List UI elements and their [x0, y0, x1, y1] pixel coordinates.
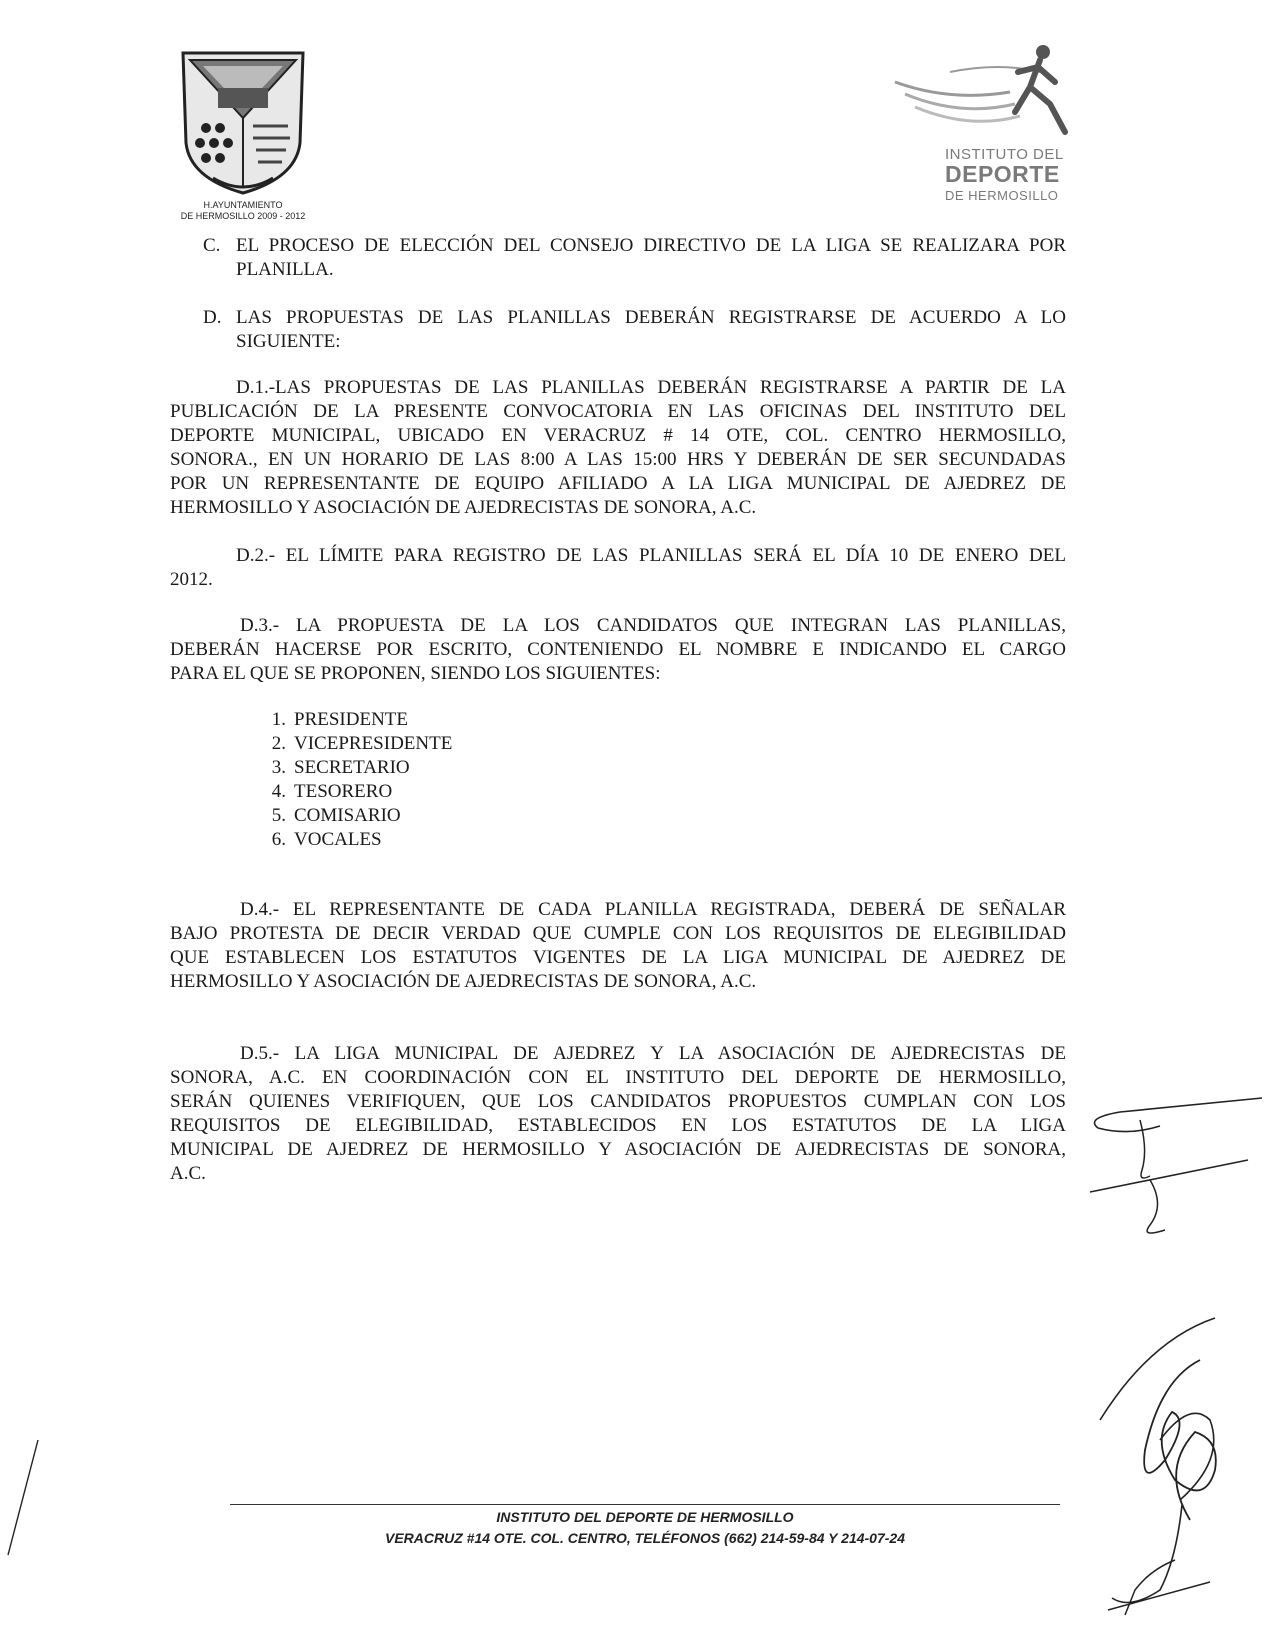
d5-line: A.C.: [170, 1163, 206, 1184]
item-d-letter: D.: [203, 307, 222, 328]
list-item-number: 5.: [271, 805, 286, 826]
item-c-letter: C.: [203, 235, 221, 256]
d4-line: HERMOSILLO Y ASOCIACIÓN DE AJEDRECISTAS DE SONORA, A.C.: [170, 971, 757, 992]
list-item: [252, 828, 382, 852]
institute-runner-logo: [890, 42, 1080, 142]
municipal-crest-logo: [178, 48, 308, 196]
d2-line: D.2.- EL LÍMITE PARA REGISTRO DE LAS PLANILLAS SERÁ EL DÍA 10 DE ENERO DEL: [236, 545, 1066, 566]
footer-divider: [230, 1504, 1060, 1505]
item-d-line-2: SIGUIENTE:: [236, 331, 341, 352]
d5-line: SONORA, A.C. EN COORDINACIÓN CON EL INSTITUTO DEL DEPORTE DE HERMOSILLO,: [170, 1067, 1066, 1088]
crest-caption: [168, 200, 318, 222]
d1-line: HERMOSILLO Y ASOCIACIÓN DE AJEDRECISTAS DE SONORA, A.C.: [170, 497, 757, 518]
d1-line: POR UN REPRESENTANTE DE EQUIPO AFILIADO A LA LIGA MUNICIPAL DE AJEDREZ DE: [170, 473, 1066, 494]
d5-line: MUNICIPAL DE AJEDREZ DE HERMOSILLO Y ASOCIACIÓN DE AJEDRECISTAS DE SONORA,: [170, 1139, 1066, 1160]
institute-logo-line-3: DE HERMOSILLO: [945, 188, 1059, 203]
d1-line: DEPORTE MUNICIPAL, UBICADO EN VERACRUZ # 14 OTE, COL. CENTRO HERMOSILLO,: [170, 425, 1066, 446]
list-item: [252, 780, 392, 804]
crest-caption-line-2: DE HERMOSILLO 2009 - 2012: [180, 211, 306, 221]
d5-line: SERÁN QUIENES VERIFIQUEN, QUE LOS CANDIDATOS PROPUESTOS CUMPLAN CON LOS: [170, 1091, 1066, 1112]
list-item-number: 3.: [271, 757, 286, 778]
item-c-line-2: PLANILLA.: [236, 259, 334, 280]
list-item-label: TESORERO: [294, 781, 393, 802]
d3-line: DEBERÁN HACERSE POR ESCRITO, CONTENIENDO EL NOMBRE E INDICANDO EL CARGO: [170, 639, 1066, 660]
list-item-number: 2.: [271, 733, 286, 754]
d4-line: QUE ESTABLECEN LOS ESTATUTOS VIGENTES DE LA LIGA MUNICIPAL DE AJEDREZ DE: [170, 947, 1066, 968]
list-item-number: 1.: [271, 709, 286, 730]
footer-institute-name: INSTITUTO DEL DEPORTE DE HERMOSILLO: [496, 1509, 794, 1525]
list-item-label: PRESIDENTE: [294, 709, 408, 730]
list-item-number: 4.: [271, 781, 286, 802]
d3-line: D.3.- LA PROPUESTA DE LA LOS CANDIDATOS QUE INTEGRAN LAS PLANILLAS,: [240, 615, 1066, 636]
d5-line: D.5.- LA LIGA MUNICIPAL DE AJEDREZ Y LA ASOCIACIÓN DE AJEDRECISTAS DE: [240, 1043, 1066, 1064]
list-item-label: COMISARIO: [294, 805, 401, 826]
list-item: [252, 804, 401, 828]
list-item: [252, 732, 452, 756]
item-d-line-1: LAS PROPUESTAS DE LAS PLANILLAS DEBERÁN REGISTRARSE DE ACUERDO A LO: [236, 307, 1066, 328]
d1-line: SONORA., EN UN HORARIO DE LAS 8:00 A LAS 15:00 HRS Y DEBERÁN DE SER SECUNDADAS: [170, 449, 1066, 470]
d3-line: PARA EL QUE SE PROPONEN, SIENDO LOS SIGUIENTES:: [170, 663, 661, 684]
list-item: [252, 708, 408, 732]
list-item-number: 6.: [271, 829, 286, 850]
d4-line: BAJO PROTESTA DE DECIR VERDAD QUE CUMPLE CON LOS REQUISITOS DE ELEGIBILIDAD: [170, 923, 1066, 944]
d5-line: REQUISITOS DE ELEGIBILIDAD, ESTABLECIDOS EN LOS ESTATUTOS DE LA LIGA: [170, 1115, 1066, 1136]
list-item: [252, 756, 410, 780]
d4-line: D.4.- EL REPRESENTANTE DE CADA PLANILLA REGISTRADA, DEBERÁ DE SEÑALAR: [240, 899, 1066, 920]
institute-logo-line-2: DEPORTE: [945, 161, 1060, 187]
d1-line: PUBLICACIÓN DE LA PRESENTE CONVOCATORIA EN LAS OFICINAS DEL INSTITUTO DEL: [170, 401, 1066, 422]
item-c-line-1: EL PROCESO DE ELECCIÓN DEL CONSEJO DIRECTIVO DE LA LIGA SE REALIZARA POR: [236, 235, 1066, 256]
d2-line: 2012.: [170, 569, 213, 590]
d1-line: D.1.-LAS PROPUESTAS DE LAS PLANILLAS DEBERÁN REGISTRARSE A PARTIR DE LA: [236, 377, 1066, 398]
institute-logo-line-1: INSTITUTO DEL: [945, 146, 1064, 163]
footer-address: VERACRUZ #14 OTE. COL. CENTRO, TELÉFONOS (662) 214-59-84 Y 214-07-24: [385, 1530, 905, 1546]
list-item-label: VOCALES: [294, 829, 382, 850]
list-item-label: VICEPRESIDENTE: [294, 733, 453, 754]
list-item-label: SECRETARIO: [294, 757, 410, 778]
crest-caption-line-1: H.AYUNTAMIENTO: [203, 200, 283, 210]
